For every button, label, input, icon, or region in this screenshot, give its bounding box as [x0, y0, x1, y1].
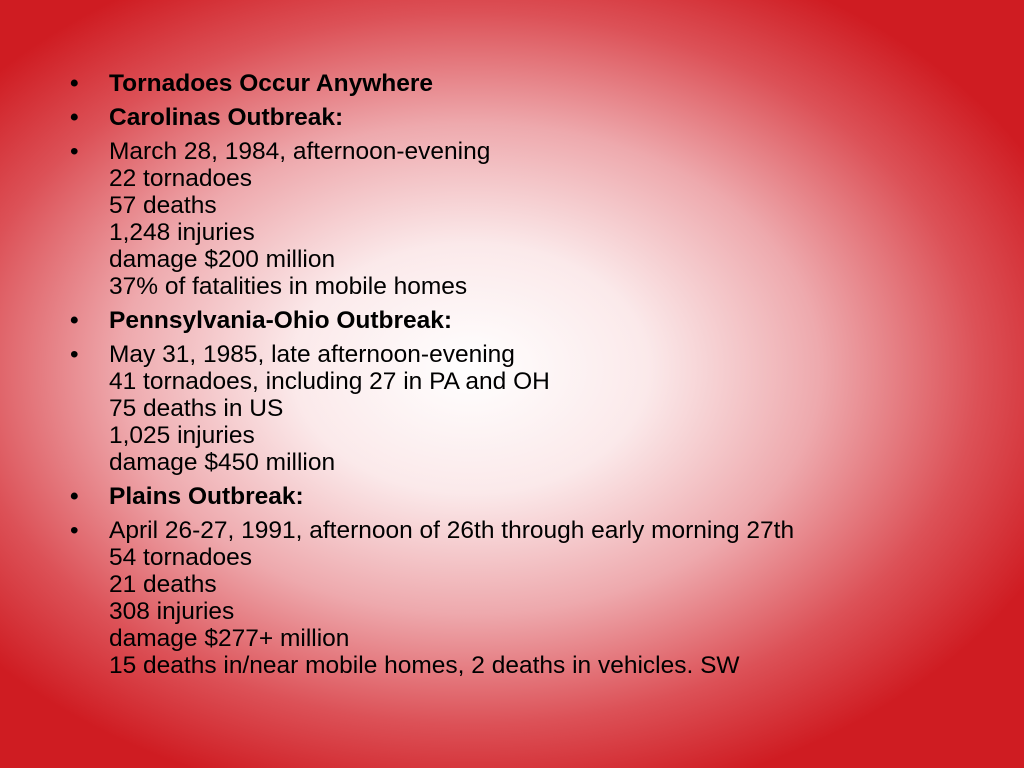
detail-line: 1,025 injuries [109, 422, 255, 449]
bullet-tornadoes-occur-anywhere [70, 70, 794, 97]
detail-line: May 31, 1985, late afternoon-evening [109, 341, 515, 368]
detail-line: March 28, 1984, afternoon-evening [109, 138, 491, 165]
detail-line: 1,248 injuries [109, 219, 255, 246]
bullet-marker: • [70, 138, 79, 165]
detail-line: 54 tornadoes [109, 544, 253, 571]
bullet-plains-outbreak [70, 483, 794, 510]
detail-line: April 26-27, 1991, afternoon of 26th through early morning 27th [109, 517, 795, 544]
detail-line: 308 injuries [109, 598, 235, 625]
bullet-marker: • [70, 104, 79, 131]
bullet-list [70, 70, 794, 686]
detail-line: 22 tornadoes [109, 165, 253, 192]
detail-line: 21 deaths [109, 571, 217, 598]
bullet-text: Tornadoes Occur Anywhere [109, 70, 434, 97]
bullet-plains-details [70, 517, 794, 679]
bullet-marker: • [70, 341, 79, 368]
bullet-text: Carolinas Outbreak: [109, 104, 344, 131]
bullet-marker: • [70, 307, 79, 334]
bullet-marker: • [70, 483, 79, 510]
bullet-text: Pennsylvania-Ohio Outbreak: [109, 307, 453, 334]
bullet-pennsylvania-ohio-details [70, 341, 794, 476]
bullet-carolinas-details [70, 138, 794, 300]
detail-line: 37% of fatalities in mobile homes [109, 273, 468, 300]
bullet-text: Plains Outbreak: [109, 483, 304, 510]
detail-line: 15 deaths in/near mobile homes, 2 deaths in vehicles. SW [109, 652, 740, 679]
bullet-carolinas-outbreak [70, 104, 794, 131]
detail-line: 41 tornadoes, including 27 in PA and OH [109, 368, 550, 395]
bullet-pennsylvania-ohio-outbreak [70, 307, 794, 334]
detail-line: damage $200 million [109, 246, 336, 273]
detail-line: damage $450 million [109, 449, 336, 476]
detail-line: 57 deaths [109, 192, 217, 219]
bullet-marker: • [70, 70, 79, 97]
detail-line: 75 deaths in US [109, 395, 284, 422]
detail-line: damage $277+ million [109, 625, 350, 652]
bullet-marker: • [70, 517, 79, 544]
